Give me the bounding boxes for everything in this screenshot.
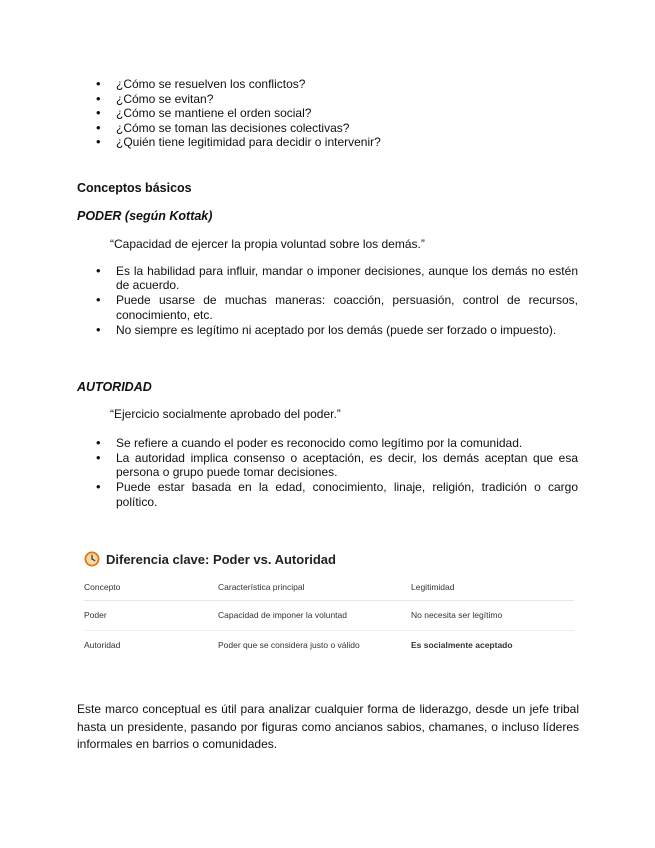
list-item: • Se refiere a cuando el poder es reconocido como legítimo por la comunidad. <box>116 436 578 450</box>
list-item: • ¿Cómo se toman las decisiones colectivas? <box>116 121 596 136</box>
table-header-cell: Característica principal <box>218 576 411 601</box>
comparison-title <box>84 548 574 570</box>
poder-quote: “Capacidad de ejercer la propia voluntad sobre los demás.” <box>110 237 425 251</box>
list-item: • ¿Cómo se resuelven los conflictos? <box>116 77 596 92</box>
list-item: • Puede usarse de muchas maneras: coacción, persuasión, control de recursos, conocimiento, etc. <box>116 293 578 322</box>
table-row <box>84 631 574 661</box>
table-row <box>84 601 574 631</box>
section-title: Conceptos básicos <box>77 181 192 195</box>
table-header-cell: Legitimidad <box>411 576 574 601</box>
comparison-title-text: Diferencia clave: Poder vs. Autoridad <box>106 551 336 567</box>
autoridad-points <box>116 436 578 510</box>
table-cell: Capacidad de imponer la voluntad <box>218 601 411 631</box>
comparison-table <box>84 576 574 660</box>
poder-heading: PODER (según Kottak) <box>77 209 213 223</box>
intro-question-list <box>116 77 596 150</box>
autoridad-quote: “Ejercicio socialmente aprobado del poder.” <box>110 407 341 421</box>
list-item: • ¿Quién tiene legitimidad para decidir o intervenir? <box>116 135 596 150</box>
table-cell: Es socialmente aceptado <box>411 640 513 650</box>
table-cell: Autoridad <box>84 640 121 650</box>
comparison-block <box>84 548 574 660</box>
table-cell: Poder <box>84 601 218 631</box>
list-item: • Puede estar basada en la edad, conocimiento, linaje, religión, tradición o cargo político. <box>116 480 578 509</box>
autoridad-heading: AUTORIDAD <box>77 380 152 394</box>
clock-icon <box>84 551 100 567</box>
list-item: • Es la habilidad para influir, mandar o imponer decisiones, aunque los demás no estén de acuerdo. <box>116 264 578 293</box>
table-cell: Poder que se considera justo o válido <box>218 640 360 650</box>
poder-points <box>116 264 578 338</box>
closing-paragraph: Este marco conceptual es útil para analizar cualquier forma de liderazgo, desde un jefe tribal hasta un presidente, pasando por figuras como ancianos sabios, chamanes, o incluso líderes informales en barrios o comunidades. <box>77 702 579 751</box>
list-item: • No siempre es legítimo ni aceptado por los demás (puede ser forzado o impuesto). <box>116 323 578 337</box>
list-item: • ¿Cómo se evitan? <box>116 92 596 107</box>
table-cell: No necesita ser legítimo <box>411 601 574 631</box>
table-header-cell: Concepto <box>84 576 218 601</box>
list-item: • ¿Cómo se mantiene el orden social? <box>116 106 596 121</box>
list-item: • La autoridad implica consenso o aceptación, es decir, los demás aceptan que esa persona o grupo puede tomar decisiones. <box>116 451 578 480</box>
table-header-row <box>84 576 574 601</box>
